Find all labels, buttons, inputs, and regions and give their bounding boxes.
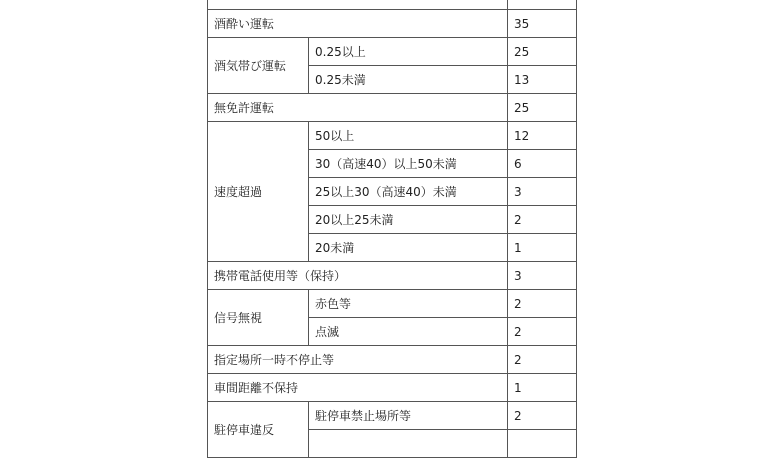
category-cell	[208, 0, 508, 10]
points-cell: 2	[508, 318, 577, 346]
category-cell: 無免許運転	[208, 94, 508, 122]
table-row	[208, 94, 577, 122]
detail-cell: 点滅	[309, 318, 508, 346]
table-row	[208, 122, 577, 150]
table-row	[208, 346, 577, 374]
points-cell: 13	[508, 66, 577, 94]
category-cell: 速度超過	[208, 122, 309, 262]
table-row	[208, 0, 577, 10]
table-row	[208, 38, 577, 66]
points-cell: 1	[508, 374, 577, 402]
detail-cell	[309, 430, 508, 458]
detail-cell: 25以上30（高速40）未満	[309, 178, 508, 206]
category-cell: 車間距離不保持	[208, 374, 508, 402]
table-row	[208, 290, 577, 318]
category-cell: 駐停車違反	[208, 402, 309, 458]
detail-cell: 赤色等	[309, 290, 508, 318]
detail-cell: 30（高速40）以上50未満	[309, 150, 508, 178]
detail-cell: 20未満	[309, 234, 508, 262]
points-cell	[508, 0, 577, 10]
table-row	[208, 10, 577, 38]
category-cell: 携帯電話使用等（保持）	[208, 262, 508, 290]
points-cell: 2	[508, 290, 577, 318]
violation-points-table	[207, 0, 577, 458]
points-cell: 2	[508, 402, 577, 430]
table-row	[208, 374, 577, 402]
category-cell: 指定場所一時不停止等	[208, 346, 508, 374]
table-row	[208, 402, 577, 430]
points-cell: 12	[508, 122, 577, 150]
points-cell: 2	[508, 346, 577, 374]
category-cell: 信号無視	[208, 290, 309, 346]
points-cell: 1	[508, 234, 577, 262]
category-cell: 酒気帯び運転	[208, 38, 309, 94]
table-row	[208, 262, 577, 290]
points-cell: 25	[508, 38, 577, 66]
detail-cell: 50以上	[309, 122, 508, 150]
detail-cell: 0.25未満	[309, 66, 508, 94]
points-cell: 3	[508, 262, 577, 290]
detail-cell: 駐停車禁止場所等	[309, 402, 508, 430]
detail-cell: 20以上25未満	[309, 206, 508, 234]
detail-cell: 0.25以上	[309, 38, 508, 66]
points-cell: 25	[508, 94, 577, 122]
points-cell: 6	[508, 150, 577, 178]
points-cell: 2	[508, 206, 577, 234]
points-cell: 35	[508, 10, 577, 38]
category-cell: 酒酔い運転	[208, 10, 508, 38]
violation-points-table-container	[207, 0, 577, 458]
points-cell	[508, 430, 577, 458]
points-cell: 3	[508, 178, 577, 206]
